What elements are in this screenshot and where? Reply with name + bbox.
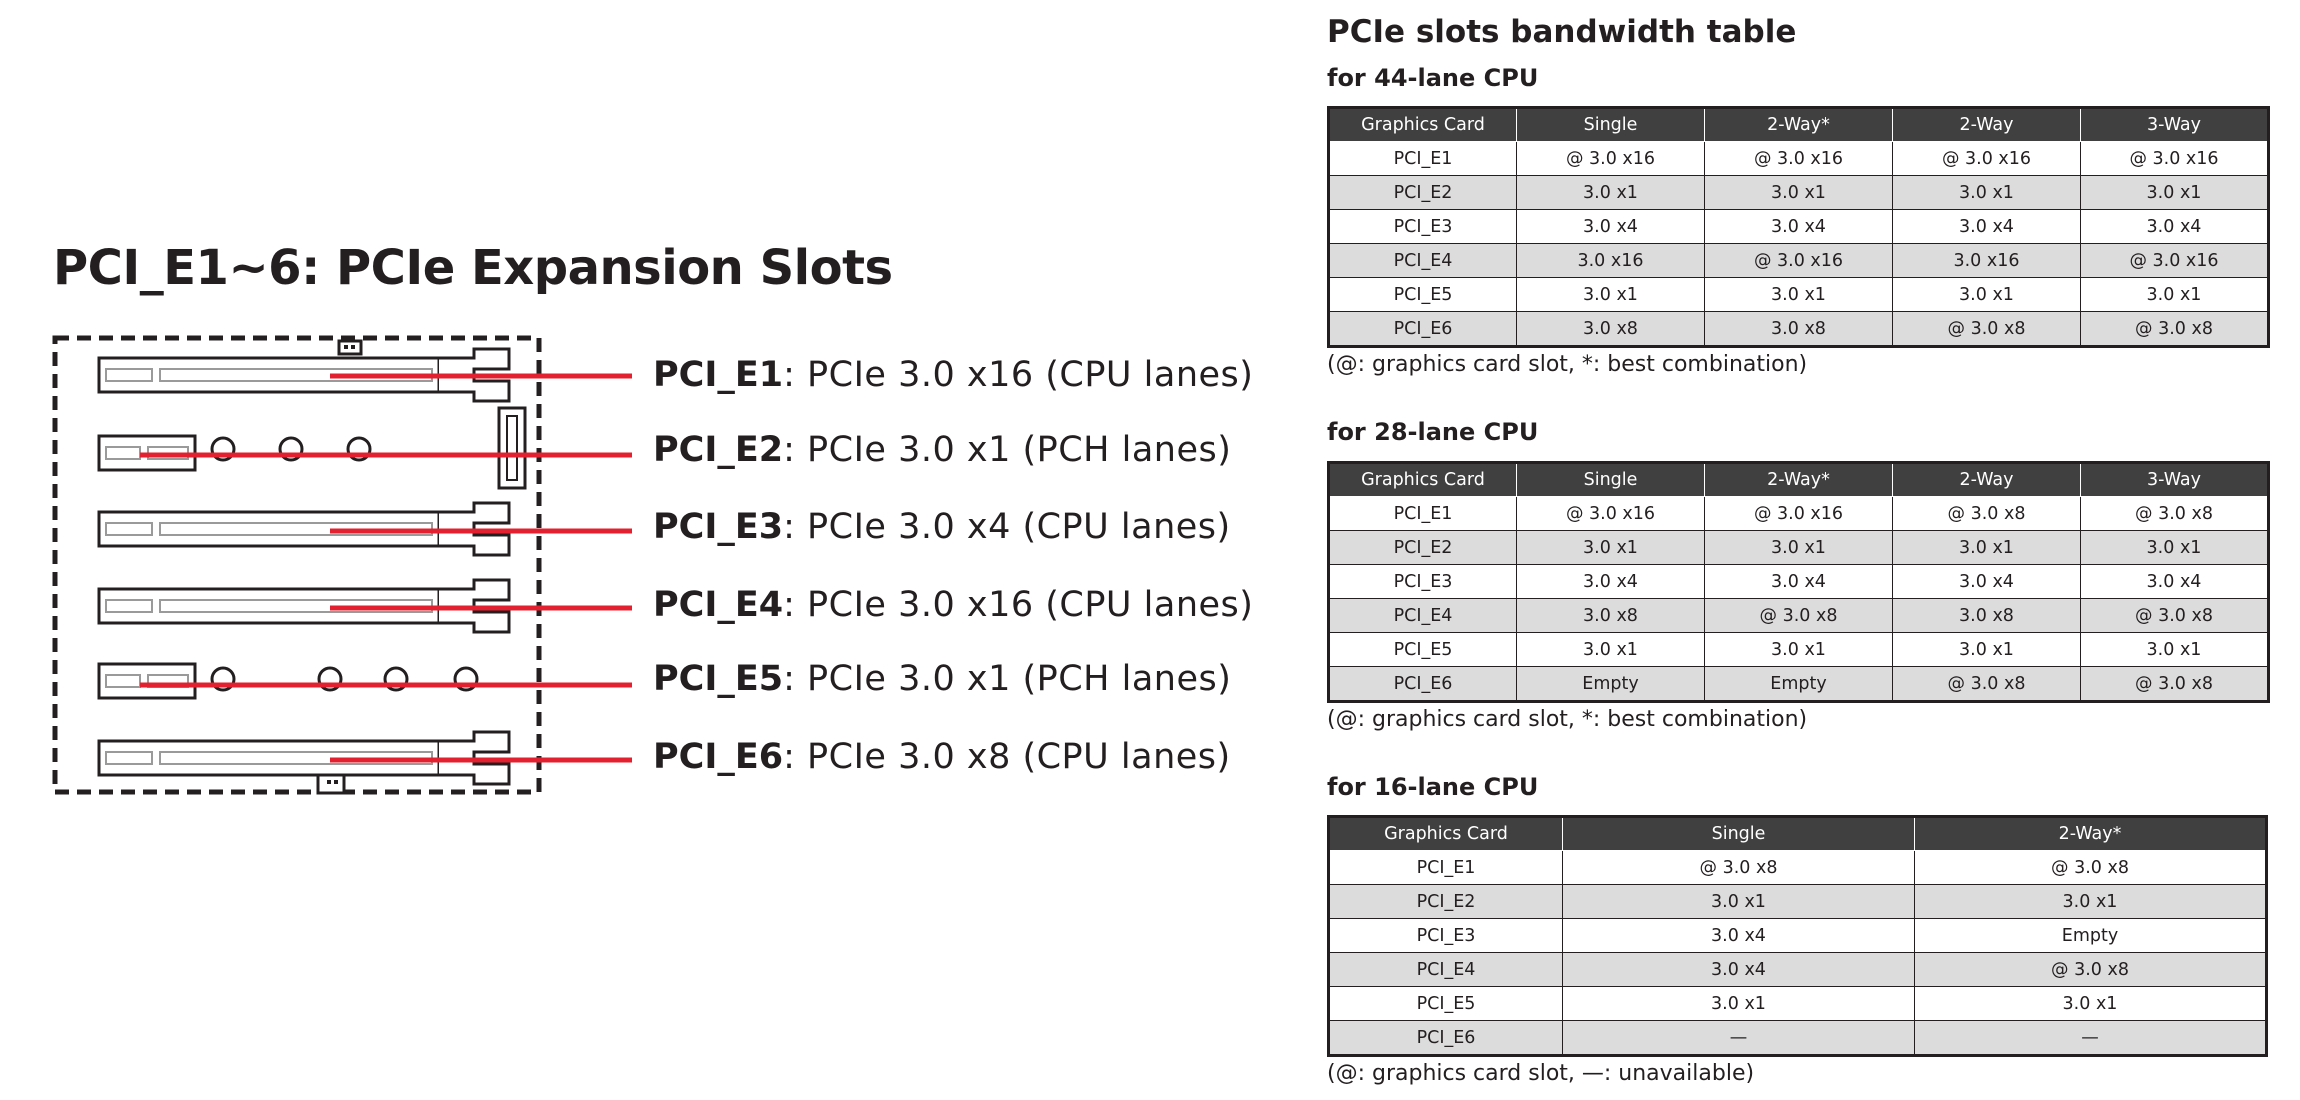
table-header-row [1329,817,2267,851]
table-cell: @ 3.0 x8 [2081,667,2269,702]
table-cell: 3.0 x4 [1563,919,1915,953]
table-cell: 3.0 x1 [1893,531,2081,565]
slot-name: PCI_E3 [653,507,784,547]
table-cell: @ 3.0 x8 [1893,497,2081,531]
table-legend-note: (@: graphics card slot, —: unavailable) [1327,1061,1755,1086]
table-row [1329,278,2269,312]
slot-label-pcie4 [653,585,1253,625]
table-cell: 3.0 x1 [1705,633,1893,667]
row-slot-name: PCI_E4 [1329,599,1517,633]
table-cell: 3.0 x1 [1563,987,1915,1021]
table-cell: 3.0 x8 [1517,599,1705,633]
slot-name: PCI_E6 [653,737,784,777]
table-header-row [1329,463,2269,497]
table-cell: @ 3.0 x8 [1915,851,2267,885]
table-cell: 3.0 x1 [1563,885,1915,919]
row-slot-name: PCI_E6 [1329,667,1517,702]
table-cell: 3.0 x1 [1915,885,2267,919]
table-cell: 3.0 x8 [1893,599,2081,633]
table-cell: @ 3.0 x16 [2081,244,2269,278]
slot-description: : PCIe 3.0 x1 (PCH lanes) [783,430,1232,470]
table-row [1329,210,2269,244]
row-slot-name: PCI_E2 [1329,176,1517,210]
slot-description: : PCIe 3.0 x16 (CPU lanes) [783,585,1254,625]
table-row [1329,851,2267,885]
row-slot-name: PCI_E6 [1329,312,1517,347]
table-cell: — [1915,1021,2267,1056]
table-cell: @ 3.0 x8 [1893,667,2081,702]
table-cell: 3.0 x1 [1705,278,1893,312]
slot-name: PCI_E1 [653,355,784,395]
column-header: Graphics Card [1329,108,1517,142]
table-cell: 3.0 x4 [1893,210,2081,244]
table-cell: 3.0 x4 [2081,565,2269,599]
table-cell: @ 3.0 x16 [1705,244,1893,278]
slot-label-pcie6 [653,737,1231,777]
row-slot-name: PCI_E2 [1329,531,1517,565]
slot-label-pcie1 [653,355,1253,395]
table-cell: 3.0 x1 [1705,531,1893,565]
column-header: 2-Way* [1705,108,1893,142]
column-header: 2-Way* [1705,463,1893,497]
table-cell: 3.0 x1 [1893,633,2081,667]
table-cell: — [1563,1021,1915,1056]
board-outline [55,338,539,792]
row-slot-name: PCI_E5 [1329,987,1563,1021]
table-row [1329,565,2269,599]
table-row [1329,953,2267,987]
row-slot-name: PCI_E1 [1329,142,1517,176]
table-subtitle: for 28-lane CPU [1327,418,1539,446]
column-header: 3-Way [2081,463,2269,497]
table-cell: Empty [1517,667,1705,702]
table-cell: 3.0 x4 [1705,565,1893,599]
table-row [1329,244,2269,278]
table-row [1329,142,2269,176]
slot-name: PCI_E2 [653,430,784,470]
table-row [1329,531,2269,565]
table-row [1329,497,2269,531]
table-cell: @ 3.0 x16 [1893,142,2081,176]
bandwidth-table [1327,461,2270,703]
table-cell: 3.0 x4 [1893,565,2081,599]
section-title: PCI_E1~6: PCIe Expansion Slots [53,240,893,296]
table-cell: 3.0 x4 [1517,565,1705,599]
table-row [1329,599,2269,633]
table-row [1329,919,2267,953]
table-subtitle: for 16-lane CPU [1327,773,1539,801]
table-cell: 3.0 x1 [1893,176,2081,210]
table-row [1329,633,2269,667]
table-cell: 3.0 x1 [2081,176,2269,210]
table-cell: 3.0 x1 [1915,987,2267,1021]
column-header: Single [1517,463,1705,497]
slot-name: PCI_E4 [653,585,784,625]
table-cell: @ 3.0 x16 [1517,497,1705,531]
table-cell: @ 3.0 x8 [2081,497,2269,531]
table-legend-note: (@: graphics card slot, *: best combination) [1327,707,1808,732]
column-header: Single [1563,817,1915,851]
table-cell: 3.0 x1 [2081,531,2269,565]
slot-description: : PCIe 3.0 x16 (CPU lanes) [783,355,1254,395]
table-cell: 3.0 x4 [1563,953,1915,987]
row-slot-name: PCI_E4 [1329,244,1517,278]
table-cell: @ 3.0 x8 [1563,851,1915,885]
table-cell: 3.0 x1 [1517,633,1705,667]
table-cell: 3.0 x8 [1705,312,1893,347]
row-slot-name: PCI_E2 [1329,885,1563,919]
table-header-row [1329,108,2269,142]
column-header: 2-Way [1893,108,2081,142]
bandwidth-table [1327,106,2270,348]
slot-description: : PCIe 3.0 x8 (CPU lanes) [783,737,1231,777]
table-cell: 3.0 x4 [1517,210,1705,244]
table-row [1329,667,2269,702]
table-row [1329,885,2267,919]
board-connector-top [339,341,361,354]
table-cell: @ 3.0 x8 [1705,599,1893,633]
bandwidth-table [1327,815,2268,1057]
column-header: Graphics Card [1329,463,1517,497]
table-legend-note: (@: graphics card slot, *: best combination) [1327,352,1808,377]
slot-name: PCI_E5 [653,659,784,699]
slot-label-pcie3 [653,507,1231,547]
row-slot-name: PCI_E6 [1329,1021,1563,1056]
slot-description: : PCIe 3.0 x4 (CPU lanes) [783,507,1231,547]
row-slot-name: PCI_E3 [1329,919,1563,953]
table-cell: 3.0 x1 [2081,278,2269,312]
row-slot-name: PCI_E3 [1329,565,1517,599]
table-cell: 3.0 x1 [2081,633,2269,667]
bandwidth-table-title: PCIe slots bandwidth table [1327,14,1797,50]
table-cell: @ 3.0 x16 [1517,142,1705,176]
row-slot-name: PCI_E1 [1329,851,1563,885]
column-header: 2-Way [1893,463,2081,497]
table-row [1329,987,2267,1021]
table-cell: @ 3.0 x8 [1893,312,2081,347]
table-cell: 3.0 x8 [1517,312,1705,347]
table-cell: 3.0 x1 [1517,531,1705,565]
row-slot-name: PCI_E5 [1329,278,1517,312]
table-subtitle: for 44-lane CPU [1327,64,1539,92]
column-header: Graphics Card [1329,817,1563,851]
table-row [1329,1021,2267,1056]
column-header: 3-Way [2081,108,2269,142]
row-slot-name: PCI_E1 [1329,497,1517,531]
side-header [499,408,525,488]
slot-description: : PCIe 3.0 x1 (PCH lanes) [783,659,1232,699]
table-cell: 3.0 x1 [1893,278,2081,312]
column-header: Single [1517,108,1705,142]
table-cell: 3.0 x4 [1705,210,1893,244]
table-cell: @ 3.0 x16 [1705,497,1893,531]
column-header: 2-Way* [1915,817,2267,851]
slot-label-pcie5 [653,659,1231,699]
row-slot-name: PCI_E5 [1329,633,1517,667]
table-cell: 3.0 x16 [1517,244,1705,278]
table-cell: @ 3.0 x16 [1705,142,1893,176]
table-cell: 3.0 x1 [1517,278,1705,312]
table-row [1329,176,2269,210]
table-cell: 3.0 x1 [1705,176,1893,210]
table-cell: @ 3.0 x8 [2081,312,2269,347]
table-cell: @ 3.0 x8 [2081,599,2269,633]
table-cell: @ 3.0 x16 [2081,142,2269,176]
row-slot-name: PCI_E4 [1329,953,1563,987]
table-cell: 3.0 x4 [2081,210,2269,244]
table-row [1329,312,2269,347]
table-cell: 3.0 x16 [1893,244,2081,278]
slot-label-pcie2 [653,430,1231,470]
table-cell: @ 3.0 x8 [1915,953,2267,987]
table-cell: 3.0 x1 [1517,176,1705,210]
table-cell: Empty [1705,667,1893,702]
table-cell: Empty [1915,919,2267,953]
row-slot-name: PCI_E3 [1329,210,1517,244]
